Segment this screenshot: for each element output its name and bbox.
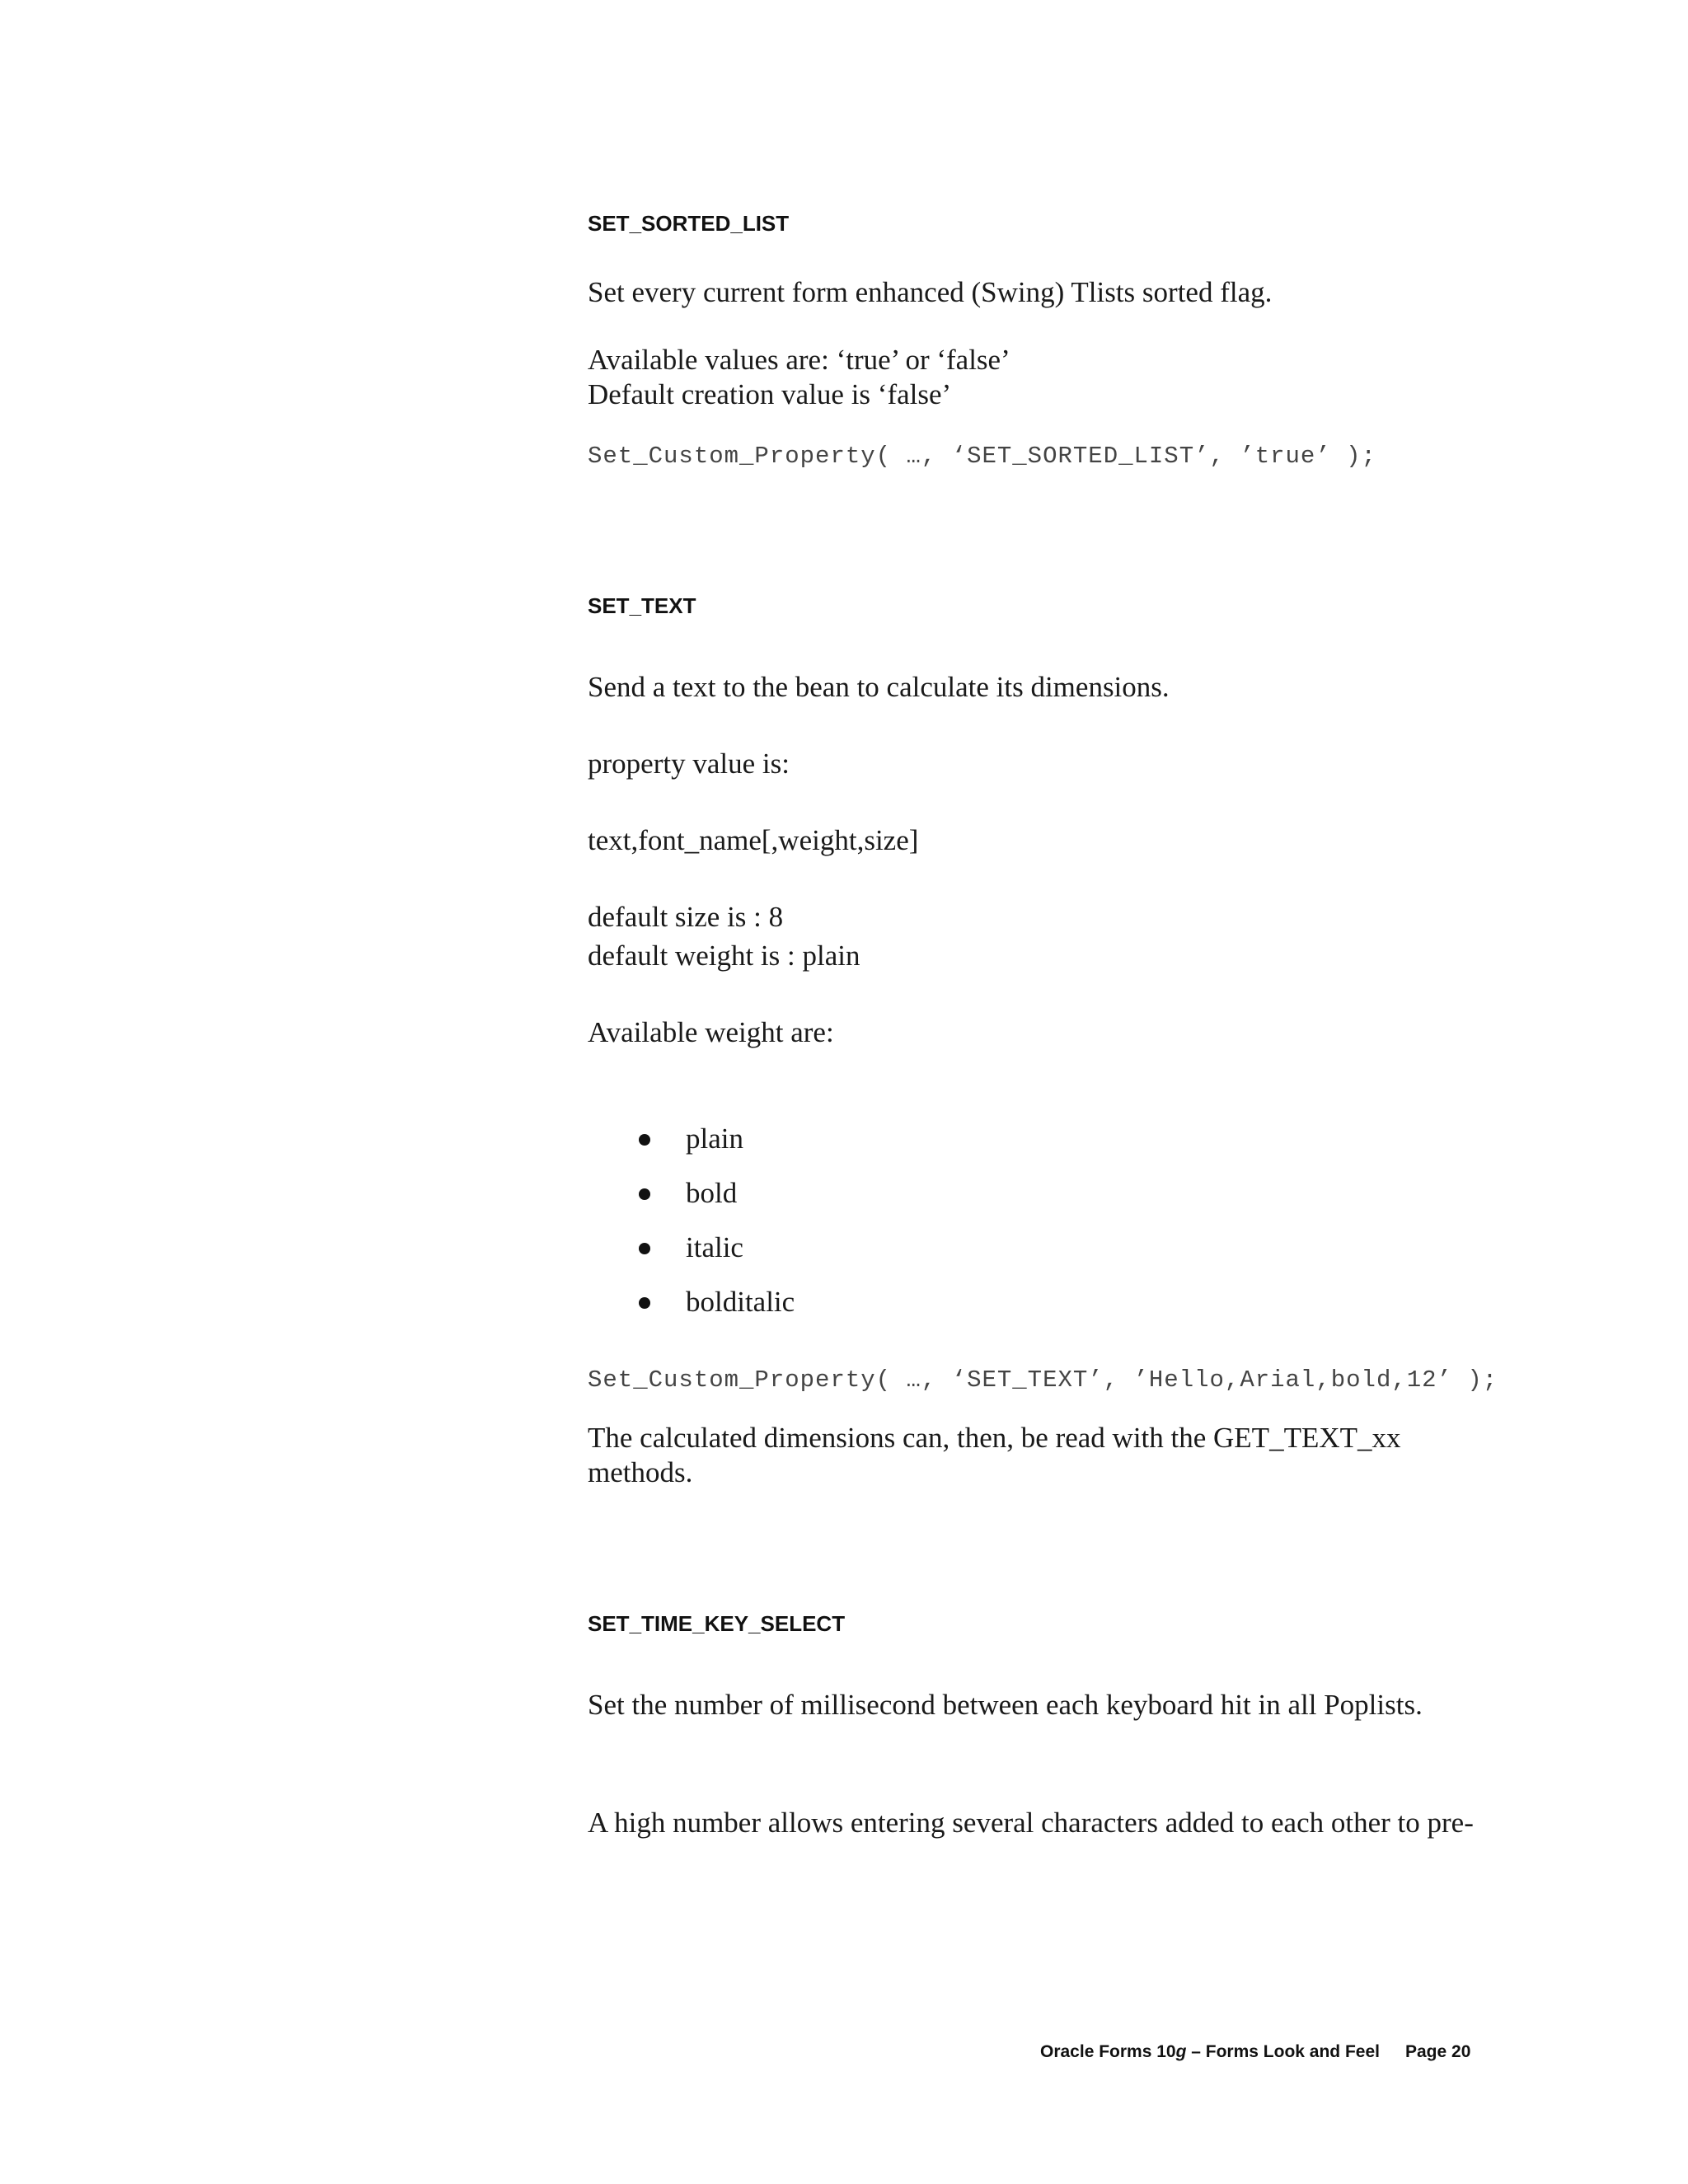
set-sorted-list-values: Available values are: ‘true’ or ‘false’ (588, 344, 1010, 376)
bullet-icon (639, 1243, 650, 1254)
set-sorted-list-description: Set every current form enhanced (Swing) Tlists sorted flag. (588, 276, 1273, 308)
weight-label: italic (686, 1231, 743, 1263)
set-text-note-line2: methods. (588, 1456, 693, 1488)
bullet-icon (639, 1297, 650, 1309)
weight-label: plain (686, 1122, 743, 1155)
bullet-icon (639, 1188, 650, 1200)
set-text-property-intro: property value is: (588, 748, 790, 780)
set-text-note-line1: The calculated dimensions can, then, be read with the GET_TEXT_xx (588, 1422, 1401, 1454)
section-heading-set-sorted-list: SET_SORTED_LIST (588, 211, 790, 236)
footer-title-suffix: – Forms Look and Feel (1186, 2042, 1380, 2061)
footer-title (1040, 2042, 1380, 2062)
set-text-code: Set_Custom_Property( …, ‘SET_TEXT’, ’Hello,Arial,bold,12’ ); (588, 1366, 1498, 1394)
section-heading-set-text: SET_TEXT (588, 593, 696, 618)
set-text-description: Send a text to the bean to calculate its dimensions. (588, 671, 1170, 703)
footer-page-number: Page 20 (1405, 2042, 1471, 2061)
set-sorted-list-default: Default creation value is ‘false’ (588, 378, 952, 410)
set-text-syntax: text,font_name[,weight,size] (588, 824, 919, 856)
set-time-key-select-description: Set the number of millisecond between each keyboard hit in all Poplists. (588, 1689, 1423, 1721)
set-text-default-size: default size is : 8 (588, 901, 784, 933)
set-text-default-weight: default weight is : plain (588, 940, 860, 972)
set-time-key-select-continuation: A high number allows entering several characters added to each other to pre- (588, 1807, 1474, 1839)
bullet-icon (639, 1134, 650, 1146)
footer-title-italic: g (1175, 2042, 1187, 2061)
set-sorted-list-code: Set_Custom_Property( …, ‘SET_SORTED_LIST’, ’true’ ); (588, 443, 1376, 470)
set-text-weights-intro: Available weight are: (588, 1016, 834, 1048)
footer-title-prefix: Oracle Forms 10 (1040, 2042, 1176, 2061)
weight-label: bold (686, 1177, 738, 1209)
weight-label: bolditalic (686, 1286, 795, 1318)
section-heading-set-time-key-select: SET_TIME_KEY_SELECT (588, 1611, 846, 1636)
